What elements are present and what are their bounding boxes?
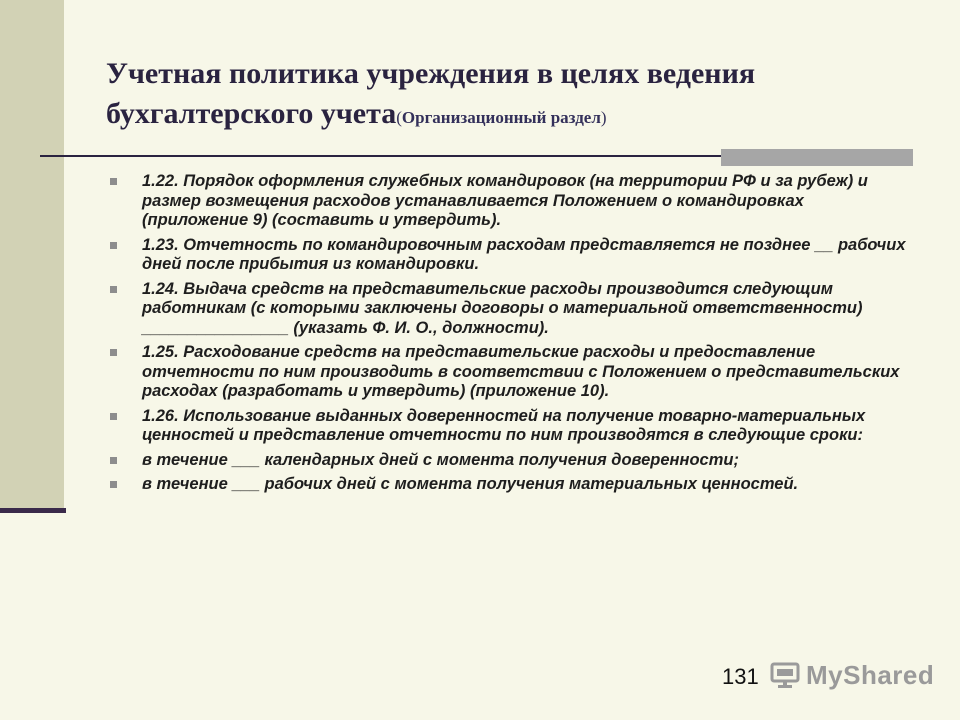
bullet-square-icon — [110, 178, 117, 185]
list-item-text: 1.23. Отчетность по командировочным расходам представляется не позднее __ рабочих дней после прибытия из командировки. — [142, 235, 906, 273]
watermark-text: MyShared — [806, 659, 935, 690]
bullet-list — [108, 172, 908, 500]
list-item-text: в течение ___ рабочих дней с момента получения материальных ценностей. — [142, 475, 799, 493]
title-line-1: Учетная политика учреждения в целях ведения — [106, 57, 756, 90]
list-item — [108, 280, 908, 339]
subtitle-open-paren: ( — [396, 108, 402, 127]
bullet-square-icon — [110, 413, 117, 420]
list-item — [108, 172, 908, 231]
subtitle-text: Организационный раздел — [401, 108, 601, 127]
subtitle-close-paren: ) — [600, 108, 607, 127]
bullet-square-icon — [110, 457, 117, 464]
list-item-text: 1.22. Порядок оформления служебных командировок (на территории РФ и за рубеж) и размер возмещения расходов устанавливается Положением о командировках (приложение 9) (составить и утвердить). — [142, 172, 868, 229]
bullet-square-icon — [110, 286, 117, 293]
bullet-square-icon — [110, 242, 117, 249]
bullet-square-icon — [110, 481, 117, 488]
slide-subtitle — [396, 108, 606, 127]
list-item — [108, 475, 908, 495]
list-item — [108, 451, 908, 471]
watermark — [770, 660, 934, 690]
list-item — [108, 407, 908, 446]
list-item — [108, 236, 908, 275]
bullet-square-icon — [110, 349, 117, 356]
slide-title — [106, 54, 906, 138]
title-divider-accent — [721, 149, 913, 166]
page-number: 131 — [722, 664, 759, 689]
side-decor-bar — [0, 0, 64, 512]
list-item — [108, 343, 908, 402]
list-item-text: в течение ___ календарных дней с момента получения доверенности; — [142, 450, 739, 469]
presentation-screen-icon — [770, 661, 800, 689]
list-item-text: 1.26. Использование выданных доверенностей на получение товарно-материальных ценностей и представление отчетности по ним производятся в следующие сроки: — [142, 406, 866, 444]
side-decor-underline — [0, 508, 66, 513]
title-line-2: бухгалтерского учета — [106, 97, 397, 130]
list-item-text: 1.25. Расходование средств на представительские расходы и предоставление отчетности по ним производить в соответствии с Положением о представительских расходах (разработать и утвердить) (приложение 10). — [142, 343, 900, 400]
list-item-text: 1.24. Выдача средств на представительские расходы производится следующим работникам (с которыми заключены договоры о материальной ответственности) ________________ (указать Ф. И. О., должности). — [142, 279, 863, 337]
